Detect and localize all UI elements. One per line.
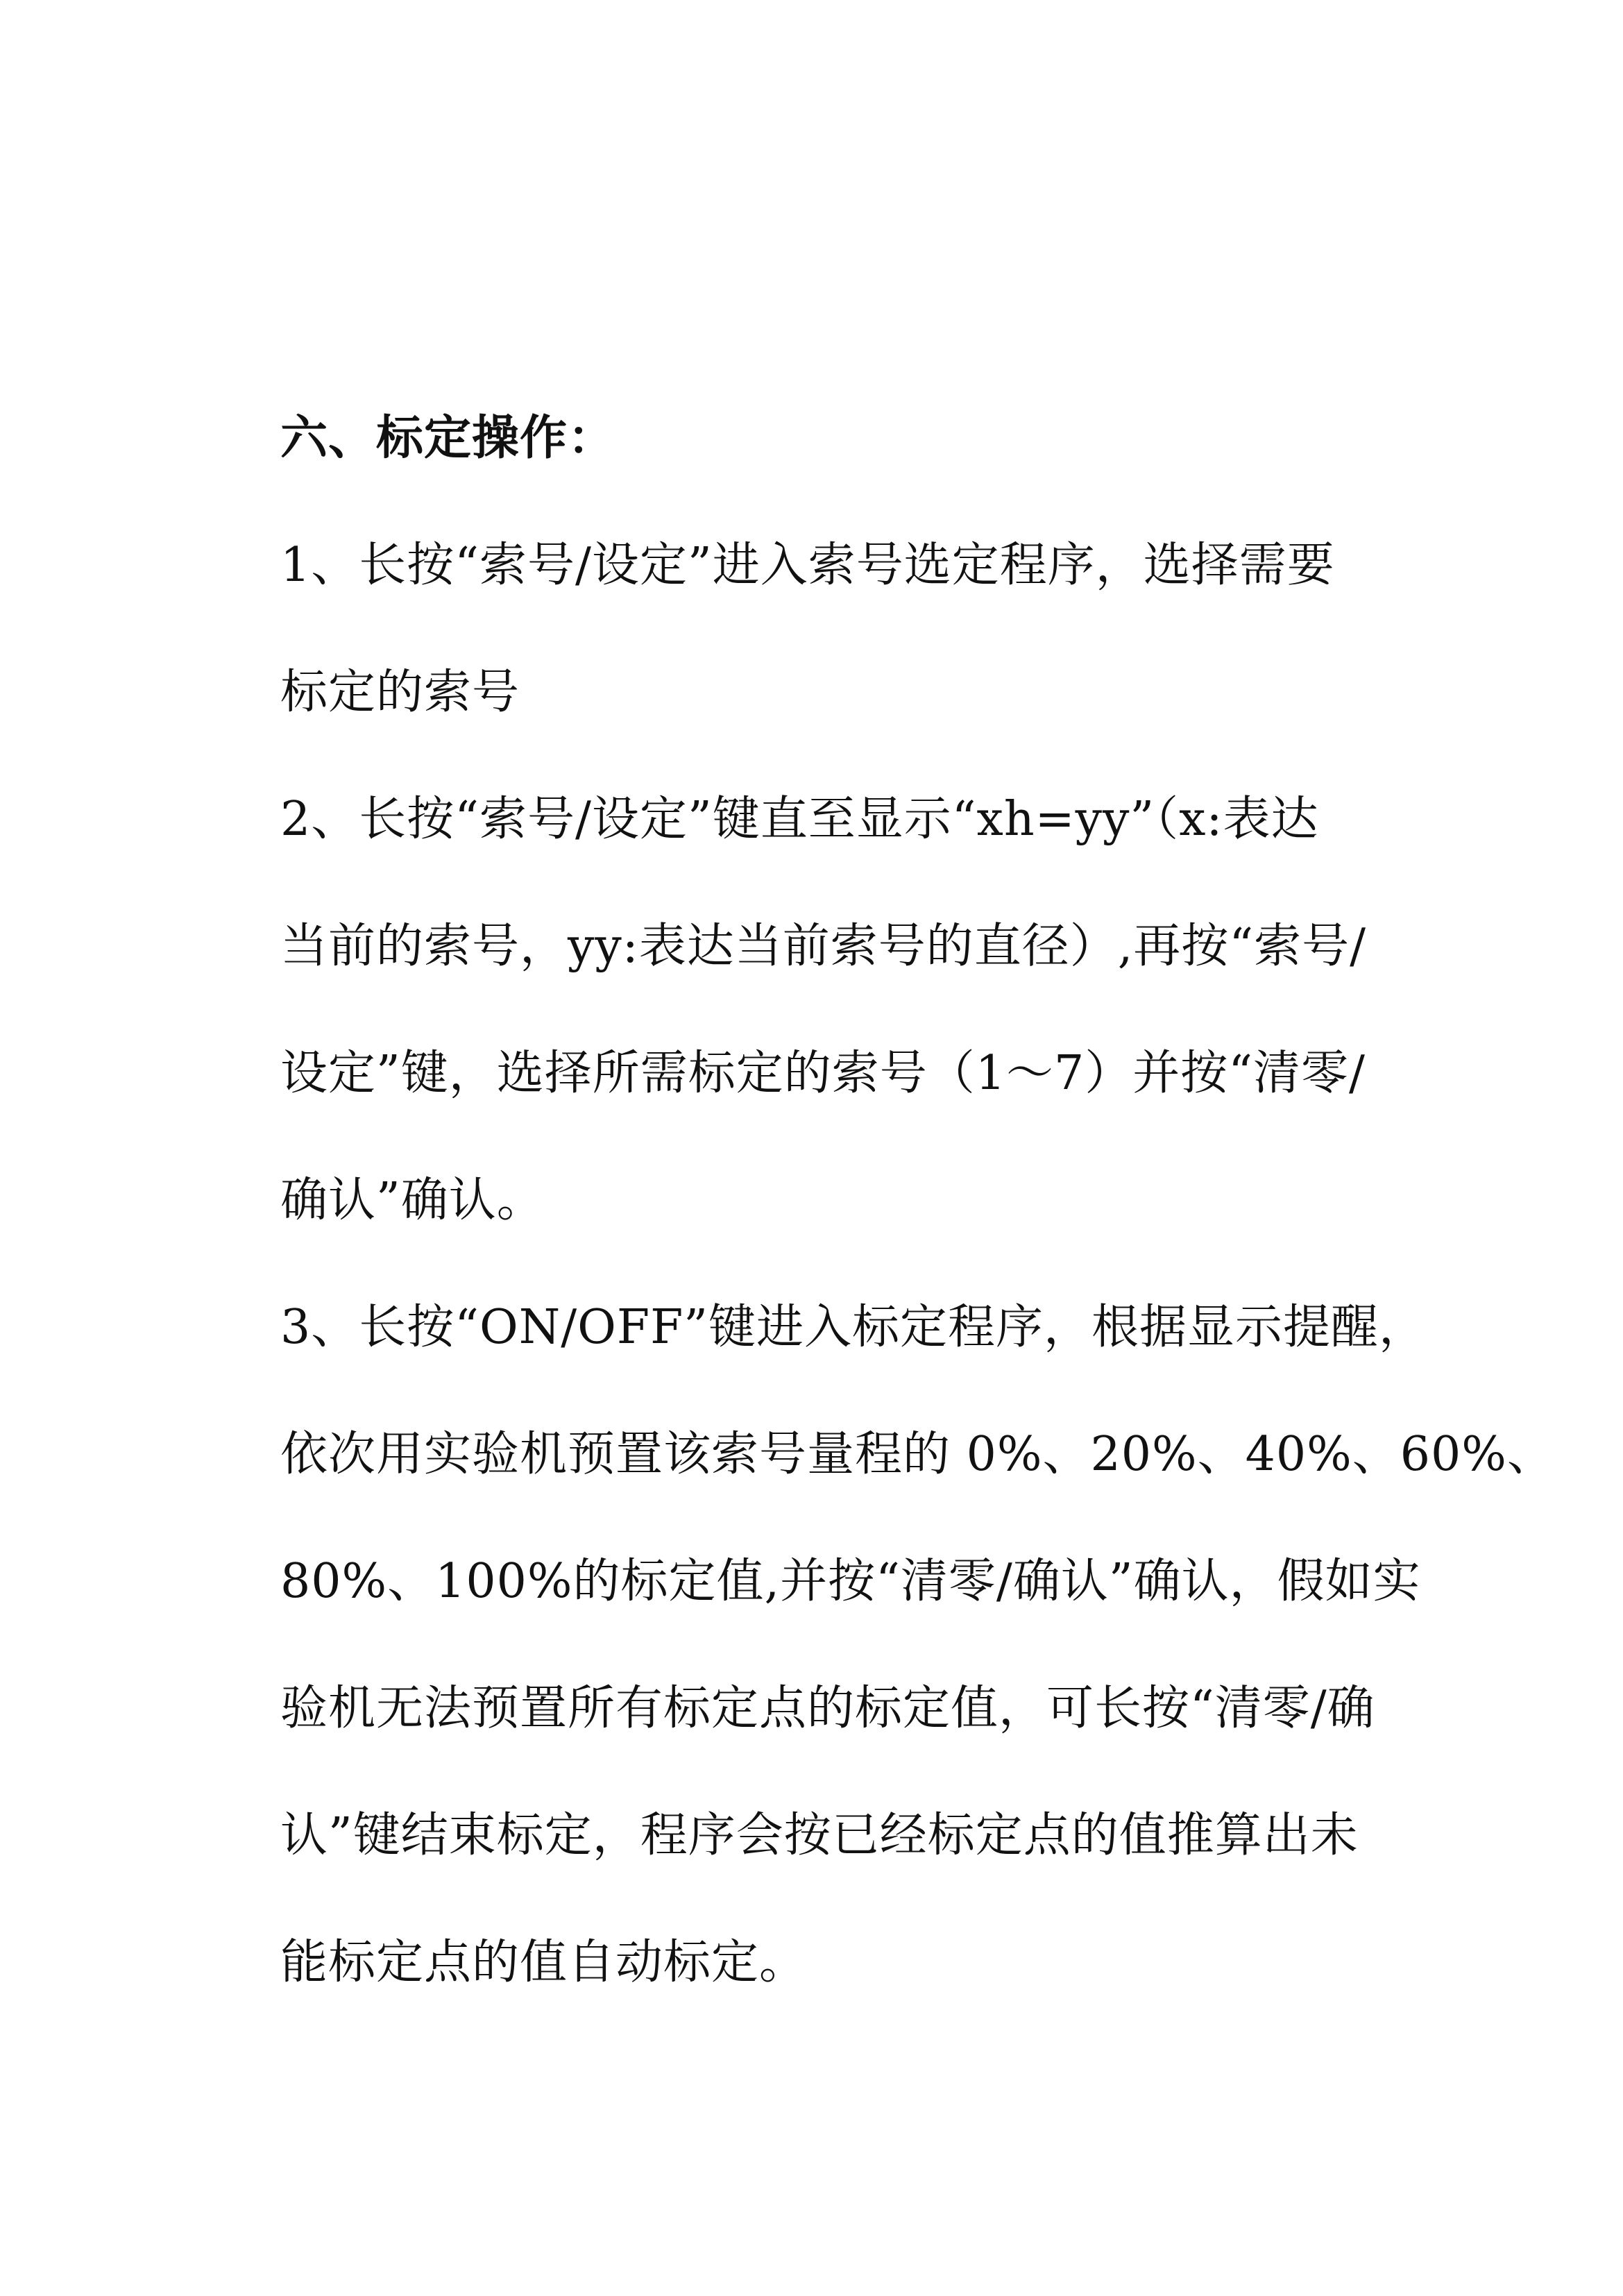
- text-line-8: 依次用实验机预置该索号量程的 0%、20%、40%、60%、: [280, 1427, 1555, 1482]
- text-line-10: 验机无法预置所有标定点的标定值，可长按“清零/确: [280, 1681, 1375, 1736]
- text-line-9: 80%、100%的标定值,并按“清零/确认”确认，假如实: [280, 1554, 1421, 1609]
- text-line-11: 认”键结束标定，程序会按已经标定点的值推算出未: [280, 1808, 1359, 1863]
- text-line-2: 标定的索号: [280, 665, 520, 720]
- text-line-5: 设定”键，选择所需标定的索号（1～7）并按“清零/: [280, 1046, 1366, 1101]
- section-heading: 六、标定操作：: [280, 410, 616, 466]
- text-line-12: 能标定点的值自动标定。: [280, 1935, 808, 1990]
- text-line-6: 确认”确认。: [280, 1173, 545, 1228]
- text-line-4: 当前的索号，yy:表达当前索号的直径）,再按“索号/: [280, 919, 1367, 974]
- text-line-1: 1、长按“索号/设定”进入索号选定程序，选择需要: [280, 538, 1335, 593]
- document-body: [280, 375, 1555, 2026]
- text-line-7: 3、长按“ON/OFF”键进入标定程序，根据显示提醒，: [280, 1300, 1427, 1355]
- text-line-3: 2、长按“索号/设定”键直至显示“xh=yy”（x:表达: [280, 792, 1319, 847]
